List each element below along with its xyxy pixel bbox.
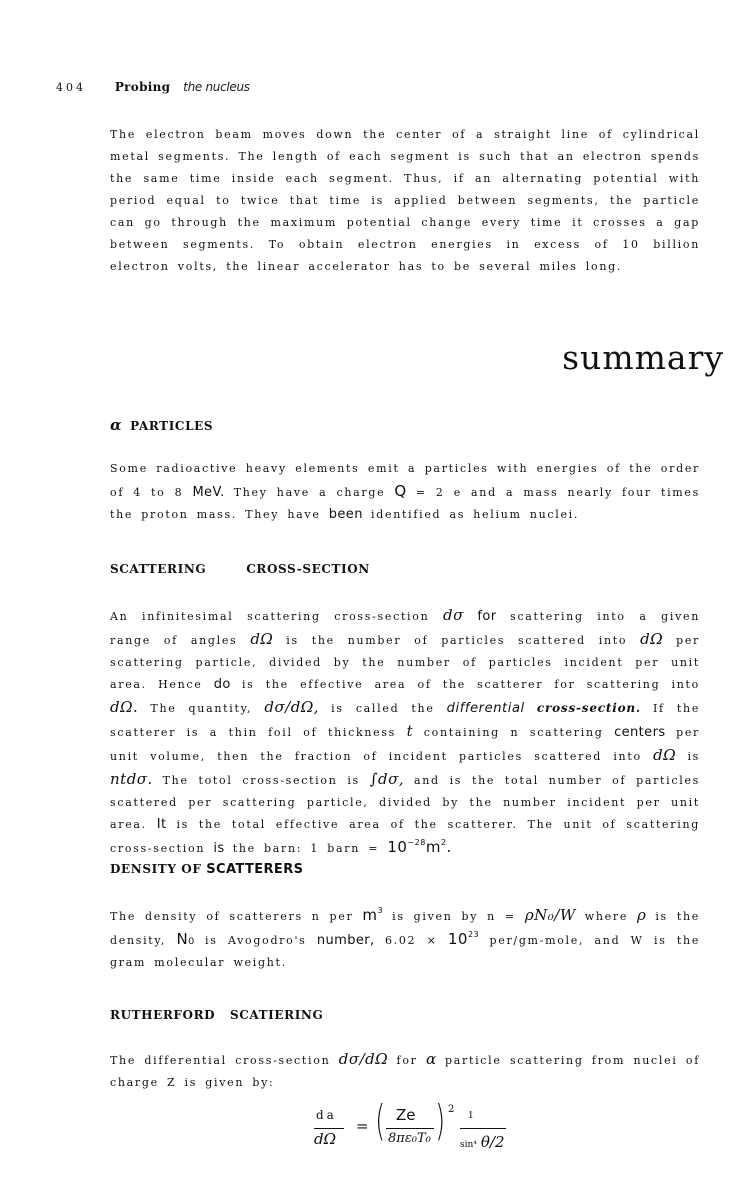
integral: ∫dσ, — [369, 770, 405, 788]
barn-value: $10^{-28}m^2$. — [387, 838, 452, 856]
scattering-paragraph: An infinitesimal scattering cross-section dσ for scattering into a given range of angles dΩ is the number of particles scattered into dΩ per scattering particle, divided by the number of particles incident per unit area. Hence do is the effective area of the scatterer for scattering into dΩ. The quantity, dσ/dΩ, is called the differential cross-section. If the scatterer is a thin foil of thickness t containing n scattering centers per unit volume, then the fraction of incident particles scattered into dΩ is ntdσ. The totol cross-section is ∫dσ, and is the total number of particles scattered per scattering particle, divided by the number incident per unit area. It is the total effective area of the scatterer. The unit of scattering cross-section is the barn: 1 barn = $10^{-28}m^2$. — [110, 606, 701, 856]
density-paragraph: The density of scatterers n per $m^3$ is given by n = ρN₀/W where ρ is the density, N₀ is Avogodro's number, $6.02 \times 10^{23}$ per/gm-mole, and W is the gram molecular weight. — [110, 906, 701, 969]
formula-lhs-numerator: da — [316, 1108, 337, 1122]
formula-denominator: 8πε₀T₀ — [388, 1131, 431, 1146]
formula-exponent: 2 — [448, 1104, 455, 1115]
density-formula: ρN₀/W — [524, 906, 576, 924]
rutherford-formula — [310, 1098, 530, 1158]
alpha-paragraph: Some radioactive heavy elements emit a particles with energies of the order of 4 to 8 MeV. They have a charge Q = 2 e and a mass nearly four times the proton mass. They have been identified as helium nuclei. — [110, 462, 700, 522]
heading-text: PARTICLES — [130, 419, 214, 433]
chapter-subtitle: the nucleus — [183, 80, 250, 94]
formula-lhs-denominator: dΩ — [314, 1130, 337, 1148]
formula-rhs-numerator: 1 — [468, 1111, 474, 1121]
differential-term: differential — [446, 701, 525, 716]
cross-section-term: cross-section. — [536, 701, 641, 715]
section-heading-alpha-particles — [110, 416, 213, 434]
formula-lhs-bar — [314, 1128, 344, 1129]
alpha-symbol: α — [110, 416, 123, 434]
summary-title: summary — [562, 338, 724, 377]
formula-rhs-bar — [460, 1128, 506, 1129]
section-heading-density: DENSITY OF SCATTERERS — [110, 862, 304, 877]
section-heading-scattering-cross-section: SCATTERING CROSS-SECTION — [110, 562, 370, 576]
formula-rhs-denominator: sin⁴ θ/2 — [460, 1133, 505, 1151]
mev-unit: MeV. — [192, 485, 225, 500]
formula-paren-left: ( — [375, 1096, 386, 1145]
formula-numerator: Ze — [396, 1106, 416, 1124]
running-header — [56, 80, 250, 94]
section-heading-rutherford: RUTHERFORD SCATIERING — [110, 1008, 324, 1022]
formula-fraction-bar — [386, 1128, 434, 1129]
charge-symbol: Q — [394, 482, 407, 500]
chapter-title: Probing — [114, 80, 171, 94]
intro-text: The electron beam moves down the center of a straight line of cylindrical metal segments. The length of each segment is such that an electron spends the same time inside each segment. Thus, if an alternating potential with period equal to twice that time is applied between segments, the particle can go through the maximum potential change every time it crosses a gap between segments. To obtain electron energies in excess of 10 billion electron volts, the linear accelerator has to be several miles long. — [110, 128, 700, 273]
intro-paragraph — [110, 124, 700, 278]
page-number: 404 — [56, 81, 86, 94]
formula-paren-right: ) — [435, 1096, 446, 1145]
rutherford-paragraph: The differential cross-section dσ/dΩ for α particle scattering from nuclei of charge Z is given by: — [110, 1050, 701, 1089]
formula-equals: = — [356, 1117, 369, 1135]
